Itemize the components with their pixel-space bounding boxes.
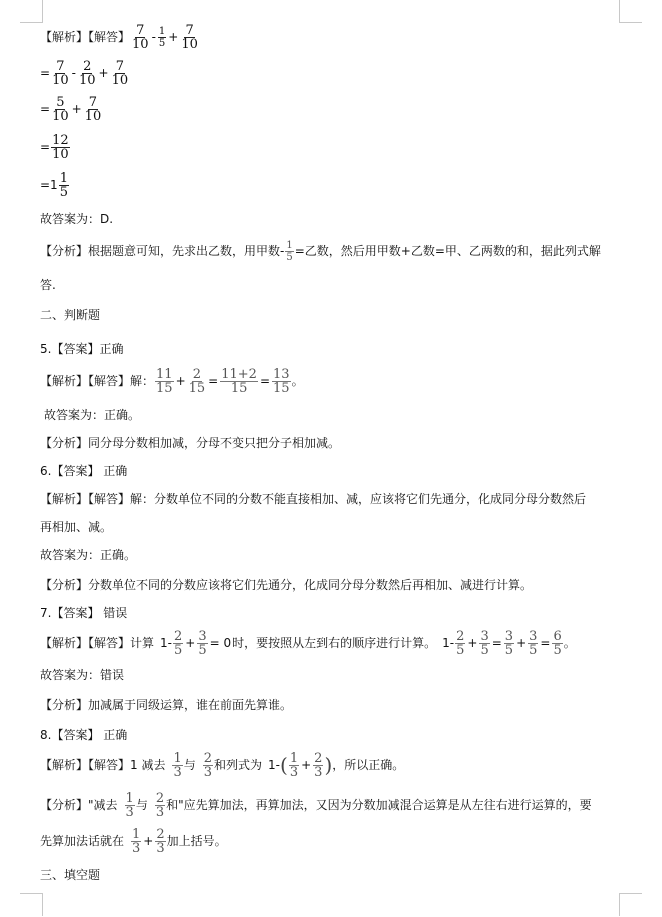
text-segment: 【解析】【解答】1 减去	[40, 758, 166, 772]
analysis-6: 【解析】【解答】解：分数单位不同的分数不能直接相加、减，应该将它们先通分，化成同分母分数然后	[40, 492, 587, 506]
step-line-2	[40, 60, 130, 86]
fraction: $\frac{1}{5}$	[286, 239, 293, 263]
text-segment: 。	[291, 374, 304, 388]
text-segment: 和"应先算加法，再算加法，又因为分数加减混合运算是从左往右进行运算的，要	[166, 798, 592, 812]
mixed-number-whole: =1	[40, 178, 58, 192]
equals-sign: =	[540, 636, 551, 650]
fraction: $\frac{13}{15}$	[273, 366, 290, 396]
operator: -	[71, 66, 76, 80]
analysis-6-cont: 再相加、减。	[40, 520, 113, 534]
text-segment: ，所以正确。	[332, 758, 405, 772]
page-corner-mark-bottom-right	[619, 893, 642, 916]
equals-sign: =	[491, 636, 502, 650]
page-corner-mark-top-right	[619, 0, 642, 23]
section-heading-fill-blank: 三、填空题	[40, 868, 101, 882]
page-corner-mark-bottom-left	[20, 893, 43, 916]
text-segment: 与	[183, 758, 196, 772]
step-line-3	[40, 96, 103, 122]
analysis-tag: 【解析】【解答】	[40, 30, 131, 44]
fraction: $\frac{5}{10}$	[52, 94, 69, 124]
fraction: $\frac{3}{5}$	[504, 628, 514, 658]
analysis-explanation-cont: 答.	[40, 278, 56, 292]
operator: +	[467, 636, 478, 650]
operator: +	[185, 636, 196, 650]
fraction: $\frac{2}{10}$	[78, 58, 96, 88]
fraction: $\frac{7}{10}$	[181, 22, 198, 52]
operator: +	[143, 834, 154, 848]
operator: +	[71, 102, 82, 116]
fraction: $\frac{7}{10}$	[84, 94, 102, 124]
analysis-line-1	[40, 24, 200, 50]
fraction: $\frac{3}{5}$	[198, 628, 207, 658]
fraction: $\frac{1}{5}$	[59, 170, 68, 200]
answer-8: 8.【答案】 正确	[40, 728, 128, 742]
analysis-explanation	[40, 238, 601, 264]
step-line-4	[40, 134, 71, 160]
fraction: $\frac{2}{3}$	[156, 826, 165, 856]
fraction: $\frac{1}{3}$	[125, 790, 134, 820]
answer-5: 5.【答案】正确	[40, 342, 124, 356]
step-line-5	[40, 172, 70, 198]
operator: +	[516, 636, 527, 650]
text-segment: =乙数，然后用甲数+乙数=甲、乙两数的和，据此列式解	[294, 244, 601, 258]
operator: +	[301, 758, 312, 772]
text-segment: 【分析】"减去	[40, 798, 118, 812]
fraction: $\frac{7}{10}$	[52, 58, 69, 88]
answer-statement-6: 故答案为：正确。	[40, 548, 137, 562]
fraction: $\frac{6}{5}$	[553, 628, 562, 658]
fraction: $\frac{12}{10}$	[52, 132, 69, 162]
equals-sign: =	[40, 102, 51, 116]
fraction: $\frac{2}{3}$	[314, 750, 323, 780]
operator: +	[168, 30, 179, 44]
page-corner-mark-top-left	[20, 0, 43, 23]
text-segment: 先算加法话就在	[40, 834, 125, 848]
analysis-note-8	[40, 792, 592, 818]
fraction: $\frac{2}{15}$	[188, 366, 206, 396]
fraction: $\frac{11+2}{15}$	[221, 366, 257, 396]
equals-sign: =	[40, 140, 51, 154]
text-segment: 和列式为	[214, 758, 263, 772]
answer-line: 故答案为：D.	[40, 212, 114, 226]
answer-statement-7: 故答案为：错误	[40, 668, 125, 682]
text-segment: 加上括号。	[166, 834, 227, 848]
text-segment: 【分析】根据题意可知，先求出乙数，用甲数-	[40, 244, 285, 258]
fraction: $\frac{3}{5}$	[480, 628, 489, 658]
equals-sign: =	[40, 66, 51, 80]
text-segment: 。	[563, 636, 576, 650]
left-parenthesis: (	[280, 753, 288, 777]
equals-sign: = 0	[209, 636, 232, 650]
fraction: $\frac{1}{3}$	[173, 750, 182, 780]
fraction: $\frac{2}{3}$	[155, 790, 165, 820]
text-segment: 1-	[160, 636, 172, 650]
operator: -	[151, 30, 156, 44]
equals-sign: =	[208, 374, 219, 388]
fraction: $\frac{7}{10}$	[132, 22, 149, 52]
answer-7: 7.【答案】 错误	[40, 606, 128, 620]
analysis-note-7: 【分析】加减属于同级运算，谁在前面先算谁。	[40, 698, 293, 712]
text-segment: 与	[135, 798, 148, 812]
text-segment: 1-	[268, 758, 281, 772]
operator: +	[98, 66, 109, 80]
answer-statement-5: 故答案为：正确。	[44, 408, 141, 422]
fraction: $\frac{1}{3}$	[132, 826, 141, 856]
text-segment: 【解析】【解答】计算	[40, 636, 155, 650]
fraction: $\frac{1}{3}$	[289, 750, 299, 780]
fraction: $\frac{2}{5}$	[173, 628, 183, 658]
right-parenthesis: )	[324, 753, 333, 777]
fraction: $\frac{7}{10}$	[111, 58, 129, 88]
fraction: $\frac{2}{3}$	[203, 750, 213, 780]
text-segment: 时，要按照从左到右的顺序进行计算。	[232, 636, 437, 650]
analysis-note-6: 【分析】分数单位不同的分数应该将它们先通分，化成同分母分数然后再相加、减进行计算。	[40, 578, 533, 592]
operator: +	[175, 374, 186, 388]
fraction: $\frac{1}{5}$	[158, 25, 166, 49]
fraction: $\frac{3}{5}$	[529, 628, 538, 658]
answer-6: 6.【答案】 正确	[40, 464, 128, 478]
text-segment: 1-	[442, 636, 455, 650]
analysis-note-8-cont	[40, 828, 227, 854]
fraction: $\frac{2}{5}$	[456, 628, 465, 658]
equals-sign: =	[259, 374, 271, 388]
analysis-note-5: 【分析】同分母分数相加减，分母不变只把分子相加减。	[40, 436, 341, 450]
fraction: $\frac{11}{15}$	[156, 366, 173, 396]
analysis-5	[40, 368, 304, 394]
text-segment: 【解析】【解答】解：	[40, 374, 155, 388]
analysis-7	[40, 630, 576, 656]
analysis-8	[40, 752, 404, 778]
section-heading-judgement: 二、判断题	[40, 308, 101, 322]
